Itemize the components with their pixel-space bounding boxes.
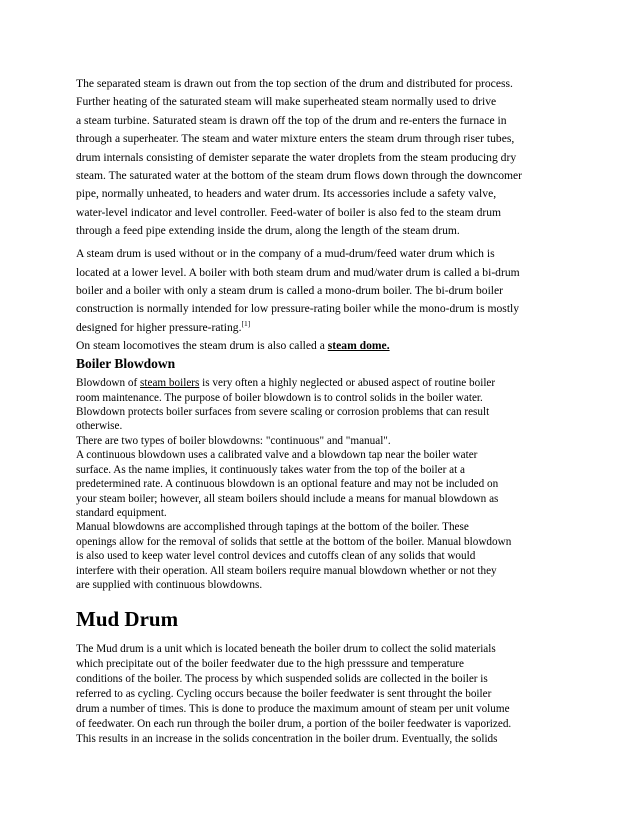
paragraph-line: Blowdown protects boiler surfaces from severe scaling or corrosion problems that can result [76, 406, 490, 418]
paragraph-line: There are two types of boiler blowdowns: "continuous" and "manual". [76, 435, 391, 447]
paragraph-line: steam. The saturated water at the bottom of the steam drum flows down through the downcomer [76, 169, 523, 182]
paragraph-line: The Mud drum is a unit which is located beneath the boiler drum to collect the solid materials [76, 643, 496, 655]
paragraph-line: water-level indicator and level controller. Feed-water of boiler is also fed to the steam drum [76, 206, 502, 219]
paragraph-line: a steam turbine. Saturated steam is drawn off the top of the drum and re-enters the furnace in [76, 114, 507, 127]
heading-mud-drum: Mud Drum [76, 607, 179, 631]
heading-boiler-blowdown: Boiler Blowdown [76, 356, 176, 371]
paragraph-line [76, 377, 495, 390]
paragraph-line: through a superheater. The steam and water mixture enters the steam drum through riser tubes, [76, 132, 515, 145]
paragraph-line: of feedwater. On each run through the boiler drum, a portion of the boiler feedwater is vaporized. [76, 718, 512, 730]
paragraph-text: designed for higher pressure-rating. [76, 321, 242, 334]
paragraph-line: openings allow for the removal of solids that settle at the bottom of the boiler. Manual blowdown [76, 536, 512, 548]
paragraph-line: through a feed pipe extending inside the drum, along the length of the steam drum. [76, 224, 460, 237]
paragraph-line: Manual blowdowns are accomplished through tapings at the bottom of the boiler. These [76, 521, 469, 533]
paragraph-line: A steam drum is used without or in the company of a mud-drum/feed water drum which is [76, 247, 495, 260]
paragraph-line: which precipitate out of the boiler feedwater due to the high presssure and temperature [76, 658, 464, 670]
paragraph-line: The separated steam is drawn out from the top section of the drum and distributed for process. [76, 77, 513, 90]
paragraph-line: This results in an increase in the solids concentration in the boiler drum. Eventually, the solids [76, 733, 498, 745]
paragraph-line: referred to as cycling. Cycling occurs because the boiler feedwater is sent throught the boiler [76, 688, 492, 700]
paragraph-line: conditions of the boiler. The process by which suspended solids are collected in the boiler is [76, 673, 488, 685]
paragraph-line: predetermined rate. A continuous blowdown is an optional feature and may not be included on [76, 478, 499, 490]
paragraph-line: construction is normally intended for low pressure-rating boiler while the mono-drum is mostly [76, 302, 520, 315]
paragraph-line: Further heating of the saturated steam will make superheated steam normally used to drive [76, 95, 497, 108]
citation-link[interactable]: [1] [241, 319, 251, 328]
paragraph-text: On steam locomotives the steam drum is also called a [76, 339, 328, 352]
paragraph-line: drum a number of times. This is done to produce the maximum amount of steam per unit volume [76, 703, 510, 715]
paragraph-line: drum internals consisting of demister separate the water droplets from the steam producing dry [76, 151, 517, 164]
paragraph-line [76, 321, 250, 335]
paragraph-line: is also used to keep water level control devices and cutoffs clean of any solids that would [76, 550, 476, 562]
paragraph-line: your steam boiler; however, all steam boilers should include a means for manual blowdown as [76, 493, 499, 505]
paragraph-line: located at a lower level. A boiler with both steam drum and mud/water drum is called a bi-drum [76, 266, 520, 279]
paragraph-line: otherwise. [76, 420, 123, 432]
paragraph-line [76, 339, 390, 353]
paragraph-line: pipe, normally unheated, to headers and water drum. Its accessories include a safety valve, [76, 187, 497, 200]
paragraph-line: A continuous blowdown uses a calibrated valve and a blowdown tap near the boiler water [76, 449, 478, 461]
paragraph-line: are supplied with continuous blowdowns. [76, 579, 263, 591]
paragraph-line: room maintenance. The purpose of boiler blowdown is to control solids in the boiler water. [76, 392, 483, 404]
paragraph-line: standard equipment. [76, 507, 167, 519]
steam-dome-link[interactable]: steam dome. [327, 339, 390, 352]
paragraph-line: interfere with their operation. All steam boilers require manual blowdown whether or not they [76, 565, 497, 577]
steam-boilers-link[interactable]: steam boilers [140, 377, 200, 389]
paragraph-line: boiler and a boiler with only a steam drum is called a mono-drum boiler. The bi-drum boiler [76, 284, 504, 297]
paragraph-text: Blowdown of [76, 377, 141, 389]
paragraph-line: surface. As the name implies, it continuously takes water from the top of the boiler at a [76, 464, 465, 476]
paragraph-text: is very often a highly neglected or abused aspect of routine boiler [199, 377, 496, 389]
